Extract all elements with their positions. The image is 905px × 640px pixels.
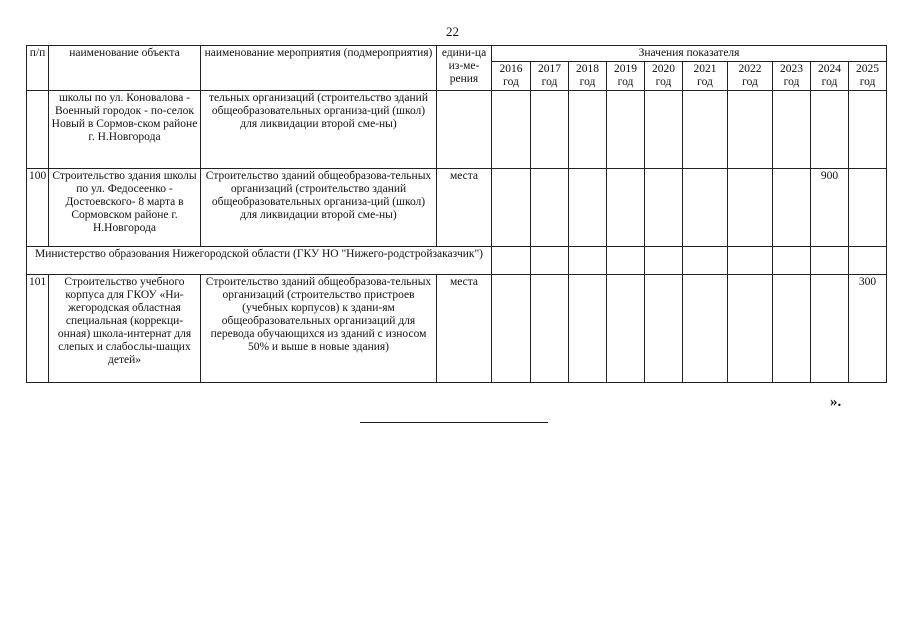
value-cell <box>492 275 531 383</box>
value-cell <box>773 247 811 275</box>
value-cell <box>728 91 773 169</box>
value-cell <box>683 91 728 169</box>
row-event: тельных организаций (строительство зданий общеобразовательных организа-ций (школ) для ликвидации второй сме-ны) <box>201 91 437 169</box>
indicator-table <box>26 45 887 383</box>
header-year-label: год <box>783 76 800 88</box>
value-cell <box>728 169 773 247</box>
header-year-label: год <box>503 76 519 88</box>
value-cell <box>492 169 531 247</box>
value-cell <box>728 275 773 383</box>
value-cell <box>645 91 683 169</box>
value-cell: 900 <box>811 169 849 247</box>
header-year-label: год <box>655 76 672 88</box>
row-event: Строительство зданий общеобразова-тельных организаций (строительство пристроев (учебных корпусов) к здани-ям общеобразовательных организаций для перевода обучающихся из зданий с износом 50% и выше в новые здания) <box>201 275 437 383</box>
table-row <box>27 91 887 169</box>
bottom-rule <box>360 422 548 423</box>
table-body <box>27 91 887 383</box>
header-year-label: год <box>821 76 838 88</box>
value-cell <box>569 91 607 169</box>
header-year <box>683 62 728 91</box>
value-cell <box>569 275 607 383</box>
header-year-number: 2018 <box>576 63 599 75</box>
header-year-number: 2019 <box>614 63 637 75</box>
value-cell <box>607 275 645 383</box>
header-year <box>492 62 531 91</box>
row-object: школы по ул. Коновалова - Военный городок - по-селок Новый в Сормов-ском районе г. Н.Новгорода <box>49 91 201 169</box>
value-cell <box>849 169 887 247</box>
value-cell <box>849 247 887 275</box>
value-cell <box>531 275 569 383</box>
header-year <box>569 62 607 91</box>
header-year-label: год <box>617 76 634 88</box>
row-unit <box>437 91 492 169</box>
row-event: Строительство зданий общеобразова-тельных организаций (строительство зданий общеобразовательных организа-ций (школ) для ликвидации второй сме-ны) <box>201 169 437 247</box>
value-cell <box>683 275 728 383</box>
row-object: Строительство учебного корпуса для ГКОУ «Ни-жегородская областная специальная (коррекци-онная) школа-интернат для слепых и слабослы-шащих детей» <box>49 275 201 383</box>
header-year-number: 2025 <box>856 63 880 75</box>
header-year-number: 2017 <box>538 63 561 75</box>
header-event: наименование мероприятия (подмероприятия) <box>201 46 437 91</box>
value-cell <box>645 247 683 275</box>
table-row <box>27 275 887 383</box>
value-cell <box>607 169 645 247</box>
row-unit: места <box>437 275 492 383</box>
value-cell <box>492 247 531 275</box>
value-cell <box>569 247 607 275</box>
header-year <box>849 62 887 91</box>
value-cell <box>569 169 607 247</box>
value-cell <box>492 91 531 169</box>
value-cell <box>683 247 728 275</box>
header-object: наименование объекта <box>49 46 201 91</box>
header-year-label: год <box>859 76 876 88</box>
header-values-group: Значения показателя <box>492 46 887 62</box>
header-unit: едини-ца из-ме-рения <box>437 46 492 91</box>
header-year-label: год <box>742 76 758 88</box>
value-cell: 300 <box>849 275 887 383</box>
value-cell <box>811 275 849 383</box>
header-year-label: год <box>579 76 596 88</box>
value-cell <box>811 247 849 275</box>
value-cell <box>531 247 569 275</box>
ministry-row <box>27 247 887 275</box>
value-cell <box>728 247 773 275</box>
header-year-number: 2016 <box>499 63 523 75</box>
row-num: 100 <box>27 169 49 247</box>
header-year <box>645 62 683 91</box>
row-num: 101 <box>27 275 49 383</box>
value-cell <box>531 169 569 247</box>
header-year <box>728 62 773 91</box>
row-num <box>27 91 49 169</box>
header-row-top <box>27 46 887 62</box>
value-cell <box>773 169 811 247</box>
header-year <box>607 62 645 91</box>
value-cell <box>683 169 728 247</box>
header-year-number: 2021 <box>693 63 717 75</box>
value-cell <box>849 91 887 169</box>
ministry-label: Министерство образования Нижегородской области (ГКУ НО "Нижего-родстройзаказчик") <box>27 247 492 275</box>
value-cell <box>773 275 811 383</box>
header-year <box>773 62 811 91</box>
header-year-number: 2020 <box>652 63 675 75</box>
value-cell <box>607 247 645 275</box>
table-row <box>27 169 887 247</box>
header-year-label: год <box>697 76 713 88</box>
header-year-label: год <box>541 76 558 88</box>
value-cell <box>773 91 811 169</box>
header-year-number: 2022 <box>738 63 762 75</box>
value-cell <box>607 91 645 169</box>
end-mark: ». <box>830 394 842 410</box>
header-num: п/п <box>27 46 49 91</box>
value-cell <box>645 169 683 247</box>
header-year-number: 2024 <box>818 63 841 75</box>
header-year-number: 2023 <box>780 63 803 75</box>
value-cell <box>645 275 683 383</box>
header-year <box>531 62 569 91</box>
header-year <box>811 62 849 91</box>
row-unit: места <box>437 169 492 247</box>
value-cell <box>811 91 849 169</box>
row-object: Строительство здания школы по ул. Федосеенко - Достоевского- 8 марта в Сормовском районе г. Н.Новгорода <box>49 169 201 247</box>
value-cell <box>531 91 569 169</box>
page-number: 22 <box>446 24 459 39</box>
